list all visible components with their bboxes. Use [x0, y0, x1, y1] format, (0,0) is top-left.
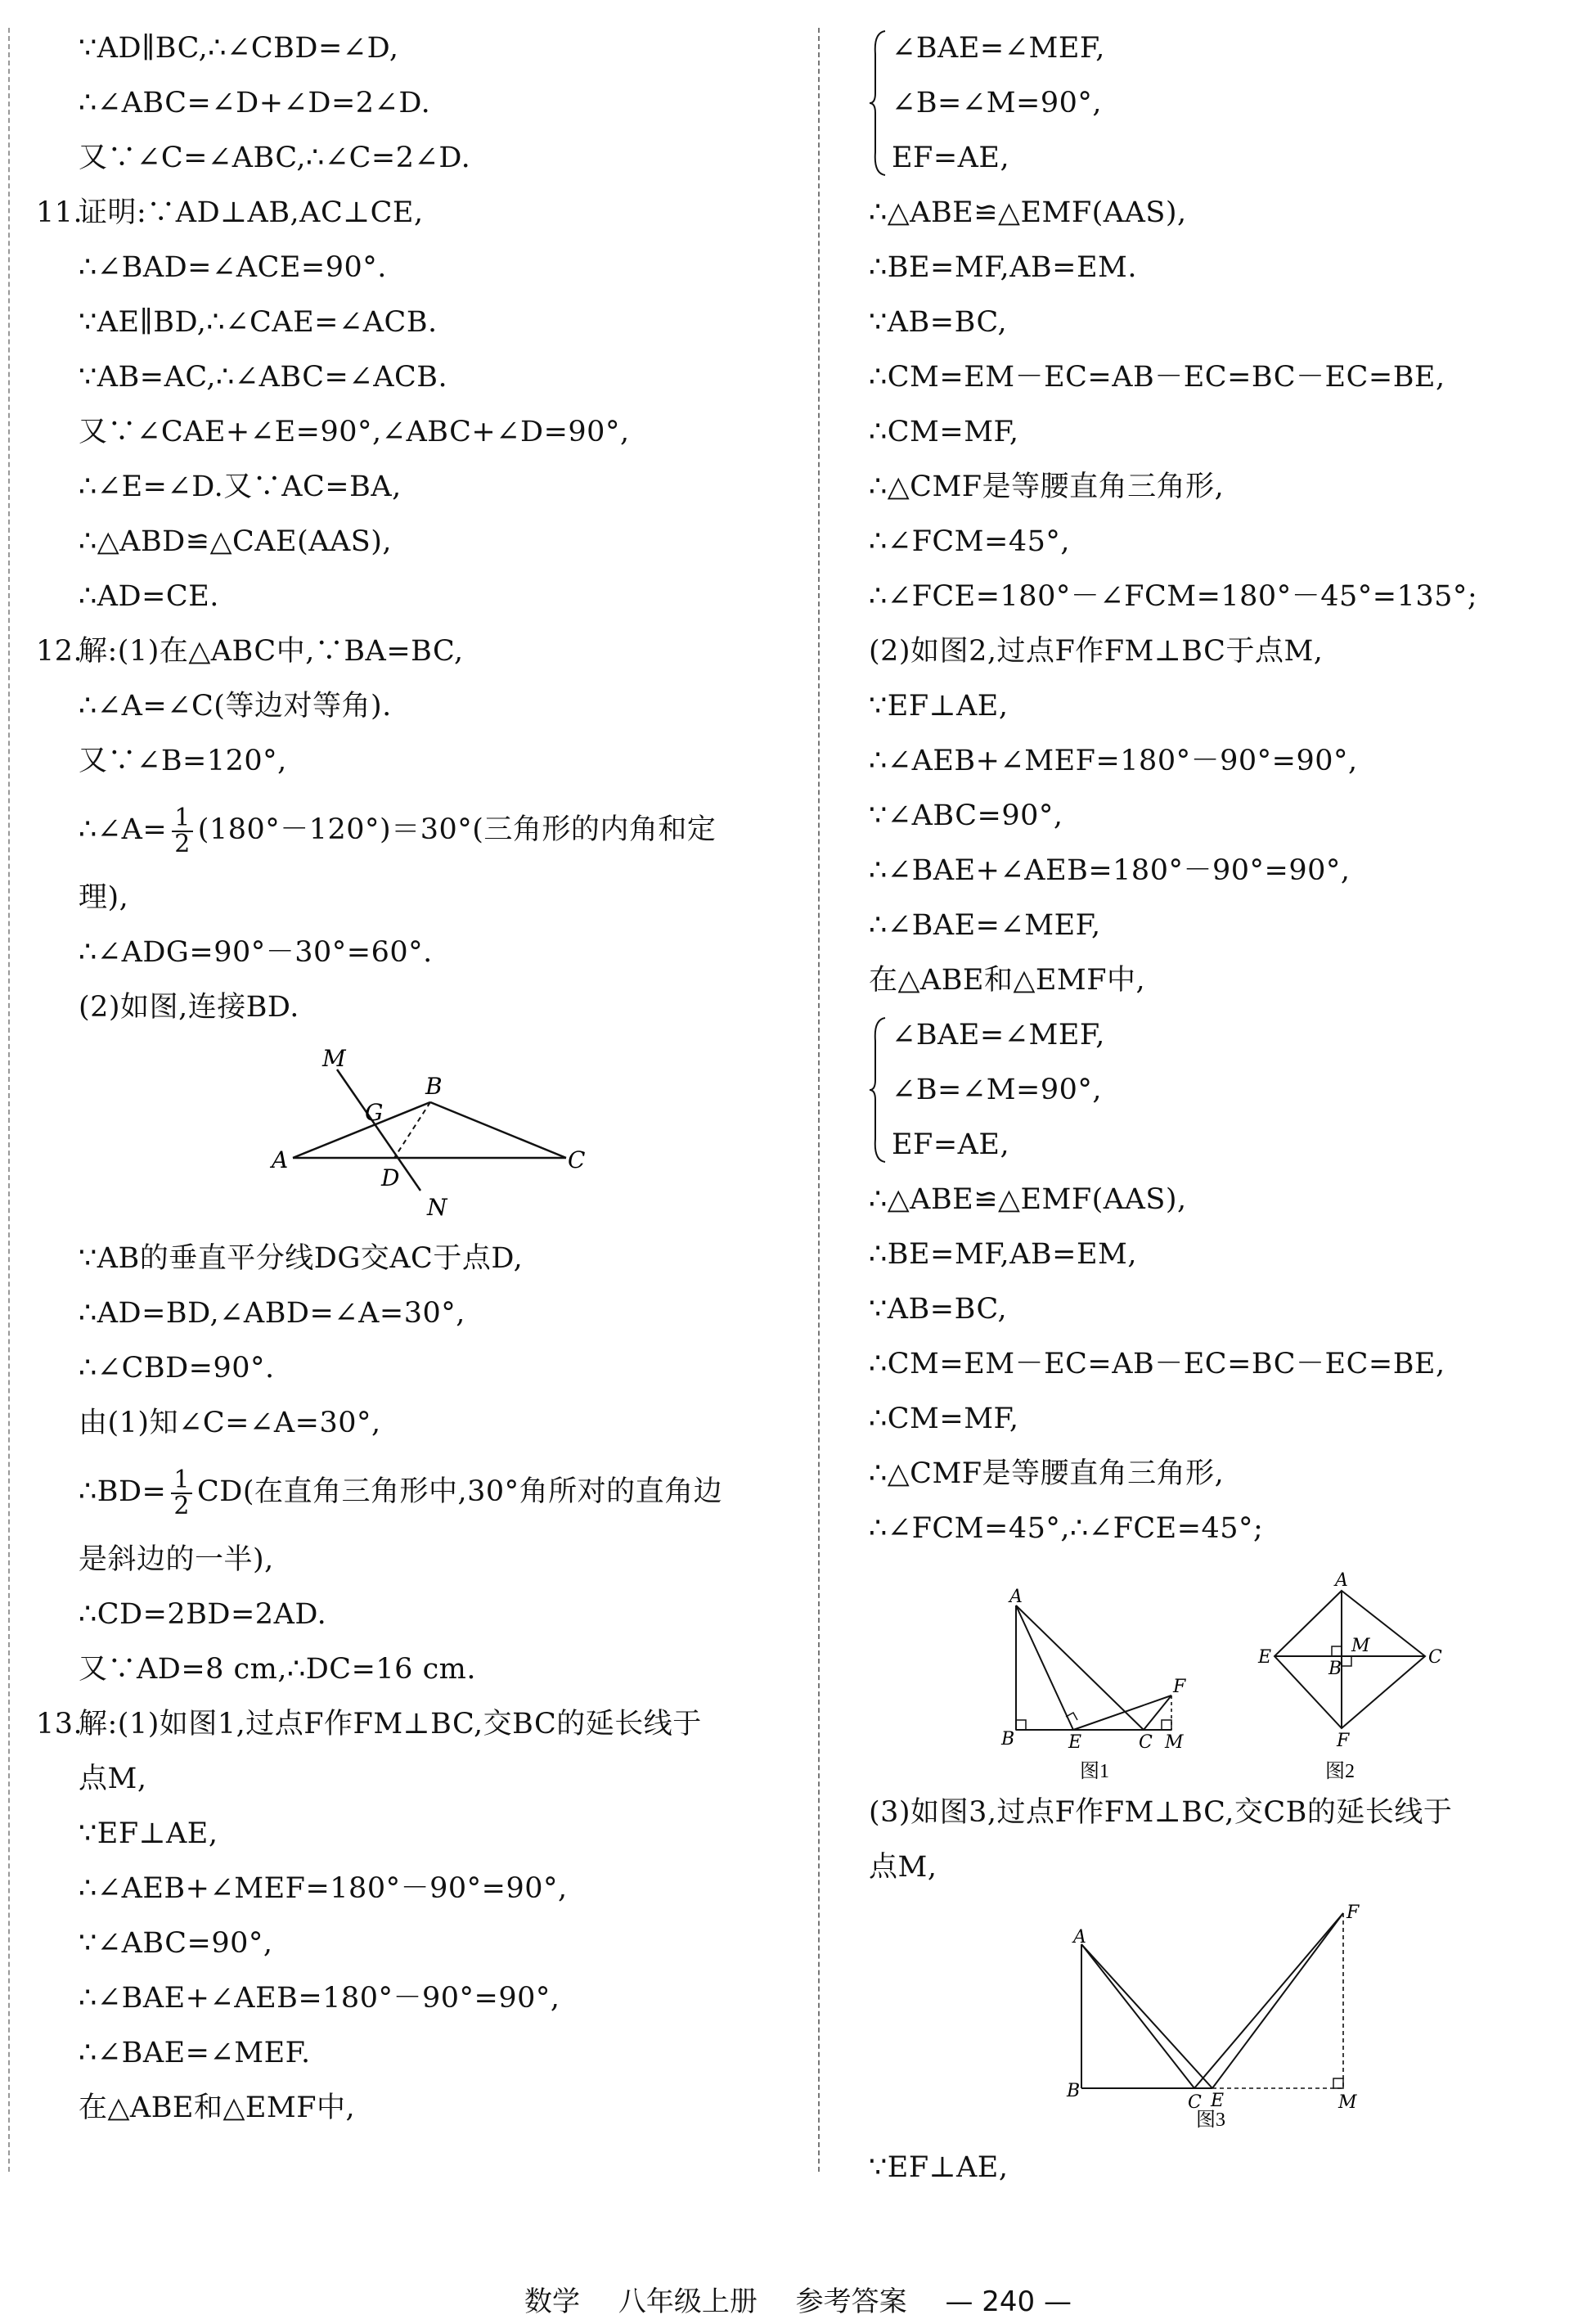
- label-F: F: [1346, 1902, 1360, 1923]
- text-line: ∴BE=MF,AB=EM,: [869, 1238, 1137, 1271]
- text-line: ∵EF⊥AE,: [869, 2151, 1009, 2184]
- footer-subject: 数学: [524, 2285, 581, 2318]
- text-line: 在△ABE和△EMF中,: [79, 2092, 356, 2124]
- text-line: ∴BE=MF,AB=EM.: [869, 251, 1137, 284]
- label-F: F: [1173, 1677, 1186, 1697]
- text-line: ∴△ABD≌△CAE(AAS),: [79, 525, 393, 558]
- text-line: ∴CM=EM－EC=AB－EC=BC－EC=BE,: [869, 361, 1445, 394]
- label-M: M: [1351, 1636, 1370, 1656]
- figures-1-2: [869, 1556, 1589, 1785]
- text-line: 又∵∠B=120°,: [79, 745, 287, 777]
- equation-system-1: [869, 21, 1589, 186]
- label-B: B: [1067, 2081, 1081, 2101]
- text-line: 由(1)知∠C=∠A=30°,: [79, 1407, 381, 1439]
- text-line: 在△ABE和△EMF中,: [869, 964, 1146, 997]
- figure-problem-12: [79, 1035, 807, 1232]
- text-line: ∴CM=MF,: [869, 1403, 1019, 1435]
- fraction-denominator: 2: [174, 829, 191, 858]
- fraction: [171, 1465, 192, 1520]
- text-line: 又∵∠CAE+∠E=90°,∠ABC+∠D=90°,: [79, 416, 630, 448]
- label-A: A: [1335, 1570, 1348, 1591]
- page-number: — 240 —: [945, 2285, 1072, 2318]
- label-C: C: [1428, 1647, 1442, 1668]
- equation-line: ∠B=∠M=90°,: [892, 87, 1103, 119]
- left-brace-icon: [869, 1016, 887, 1164]
- text-line: ∴△CMF是等腰直角三角形,: [869, 1457, 1225, 1490]
- footer-grade: 八年级上册: [618, 2285, 758, 2318]
- text-line: 点M,: [79, 1763, 147, 1795]
- text-line: ∴∠FCM=45°,∴∠FCE=45°;: [869, 1512, 1264, 1545]
- text-line: 又∵∠C=∠ABC,∴∠C=2∠D.: [79, 142, 471, 174]
- label-M: M: [1338, 2092, 1357, 2113]
- fraction-numerator: 1: [171, 1468, 192, 1494]
- problem-number: 13.: [36, 1708, 83, 1740]
- label-E: E: [1211, 2091, 1225, 2111]
- text-line: ∵AD∥BC,∴∠CBD=∠D,: [79, 32, 399, 65]
- label-M: M: [1165, 1732, 1184, 1753]
- text-line: ∵AB=BC,: [869, 306, 1008, 339]
- label-C: C: [1139, 1732, 1153, 1753]
- text-line: ∵AB=BC,: [869, 1293, 1008, 1326]
- text: (180°－120°)＝30°(三角形的内角和定: [197, 813, 717, 846]
- text-line: ∴∠ADG=90°－30°=60°.: [79, 936, 433, 969]
- figure-2: [1257, 1570, 1442, 1782]
- text-line: ∴∠A=∠C(等边对等角).: [79, 690, 392, 723]
- text: ∴∠A=: [79, 813, 168, 846]
- fraction-line: [79, 1451, 807, 1533]
- text-line: (3)如图3,过点F作FM⊥BC,交CB的延长线于: [869, 1796, 1453, 1829]
- triangle-diagram: [79, 1035, 807, 1232]
- text-line: ∵AB的垂直平分线DG交AC于点D,: [79, 1242, 524, 1275]
- text-line: ∴△ABE≌△EMF(AAS),: [869, 196, 1187, 229]
- label-E: E: [1068, 1732, 1082, 1753]
- text-line: ∴∠ABC=∠D+∠D=2∠D.: [79, 87, 431, 119]
- text-line: ∵AB=AC,∴∠ABC=∠ACB.: [79, 361, 448, 394]
- problem-number: 12.: [36, 635, 83, 668]
- text-line: (2)如图2,过点F作FM⊥BC于点M,: [869, 635, 1324, 668]
- label-F: F: [1337, 1731, 1350, 1751]
- footer-section: 参考答案: [795, 2285, 907, 2318]
- text-line: ∵∠ABC=90°,: [79, 1927, 273, 1960]
- text-line: ∵AE∥BD,∴∠CAE=∠ACB.: [79, 306, 438, 339]
- figure-3: [869, 1895, 1589, 2141]
- text: ∴BD=: [79, 1475, 167, 1508]
- text-line: ∴∠BAE=∠MEF.: [79, 2037, 311, 2069]
- label-A: A: [1009, 1587, 1023, 1607]
- label-A: A: [272, 1146, 289, 1173]
- text-line: 理),: [79, 881, 129, 914]
- right-column: [869, 21, 1589, 2195]
- figure-1-and-2-diagram: [869, 1556, 1589, 1785]
- text-line: ∴CM=EM－EC=AB－EC=BC－EC=BE,: [869, 1348, 1445, 1380]
- text-line: ∴∠AEB+∠MEF=180°－90°=90°,: [869, 745, 1358, 777]
- problem-13-line: [36, 1697, 807, 1752]
- equation-line: EF=AE,: [892, 142, 1010, 174]
- label-C: C: [1188, 2092, 1202, 2113]
- problem-12-line: [36, 624, 807, 679]
- label-E: E: [1258, 1647, 1272, 1668]
- text-line: ∴∠E=∠D.又∵AC=BA,: [79, 471, 402, 503]
- text-line: ∴∠FCM=45°,: [869, 525, 1070, 558]
- text-line: ∴∠AEB+∠MEF=180°－90°=90°,: [79, 1872, 568, 1905]
- fraction-line: [79, 789, 807, 871]
- label-M: M: [322, 1045, 346, 1072]
- equation-line: ∠BAE=∠MEF,: [892, 1019, 1105, 1051]
- label-N: N: [427, 1194, 447, 1221]
- text-line: ∴AD=CE.: [79, 580, 219, 613]
- equation-line: EF=AE,: [892, 1128, 1010, 1161]
- problem-11-line: [36, 186, 807, 241]
- text: 解:(1)在△ABC中,∵BA=BC,: [79, 635, 464, 668]
- text-line: ∴∠BAE+∠AEB=180°－90°=90°,: [79, 1982, 560, 2015]
- text: 证明:∵AD⊥AB,AC⊥CE,: [79, 196, 424, 229]
- equation-line: ∠BAE=∠MEF,: [892, 32, 1105, 65]
- left-brace-icon: [869, 29, 887, 177]
- page-footer: [0, 2279, 1596, 2319]
- text-line: ∴∠CBD=90°.: [79, 1352, 275, 1385]
- label-B: B: [1001, 1729, 1015, 1749]
- label-C: C: [568, 1146, 586, 1173]
- column-divider: [818, 28, 820, 2172]
- text-line: 又∵AD=8 cm,∴DC=16 cm.: [79, 1653, 476, 1686]
- text-line: 点M,: [869, 1851, 937, 1884]
- text-line: ∴AD=BD,∠ABD=∠A=30°,: [79, 1297, 465, 1330]
- problem-number: 11.: [36, 196, 83, 229]
- text-line: ∴∠BAE+∠AEB=180°－90°=90°,: [869, 854, 1351, 887]
- fraction: [172, 803, 193, 858]
- text-line: 是斜边的一半),: [79, 1543, 274, 1576]
- text-line: ∴∠FCE=180°－∠FCM=180°－45°=135°;: [869, 580, 1478, 613]
- left-margin-dashed-line: [8, 28, 10, 2172]
- label-B: B: [1329, 1659, 1342, 1679]
- text: 解:(1)如图1,过点F作FM⊥BC,交BC的延长线于: [79, 1708, 702, 1740]
- text-line: ∴△CMF是等腰直角三角形,: [869, 471, 1225, 503]
- equation-system-2: [869, 1008, 1589, 1173]
- fraction-numerator: 1: [172, 806, 193, 832]
- figure-3-caption: 图3: [1196, 2110, 1225, 2131]
- text-line: ∵EF⊥AE,: [869, 690, 1009, 723]
- text-line: ∵EF⊥AE,: [79, 1817, 218, 1850]
- label-G: G: [365, 1099, 384, 1126]
- text: CD(在直角三角形中,30°角所对的直角边: [196, 1475, 723, 1508]
- left-column: [36, 21, 807, 2136]
- label-A: A: [1073, 1927, 1086, 1948]
- label-B: B: [425, 1073, 443, 1100]
- text-line: (2)如图,连接BD.: [79, 991, 299, 1024]
- text-line: ∴△ABE≌△EMF(AAS),: [869, 1183, 1187, 1216]
- label-D: D: [381, 1164, 400, 1191]
- figure-3-diagram: [869, 1895, 1589, 2141]
- text-line: ∴CM=MF,: [869, 416, 1019, 448]
- text-line: ∴∠BAD=∠ACE=90°.: [79, 251, 387, 284]
- figure-1: [1000, 1587, 1186, 1782]
- text-line: ∵∠ABC=90°,: [869, 799, 1063, 832]
- figure-2-caption: 图2: [1325, 1761, 1355, 1782]
- text-line: ∴∠BAE=∠MEF,: [869, 909, 1101, 942]
- figure-1-caption: 图1: [1080, 1761, 1109, 1782]
- equation-line: ∠B=∠M=90°,: [892, 1074, 1103, 1106]
- fraction-denominator: 2: [173, 1491, 190, 1520]
- text-line: ∴CD=2BD=2AD.: [79, 1598, 327, 1631]
